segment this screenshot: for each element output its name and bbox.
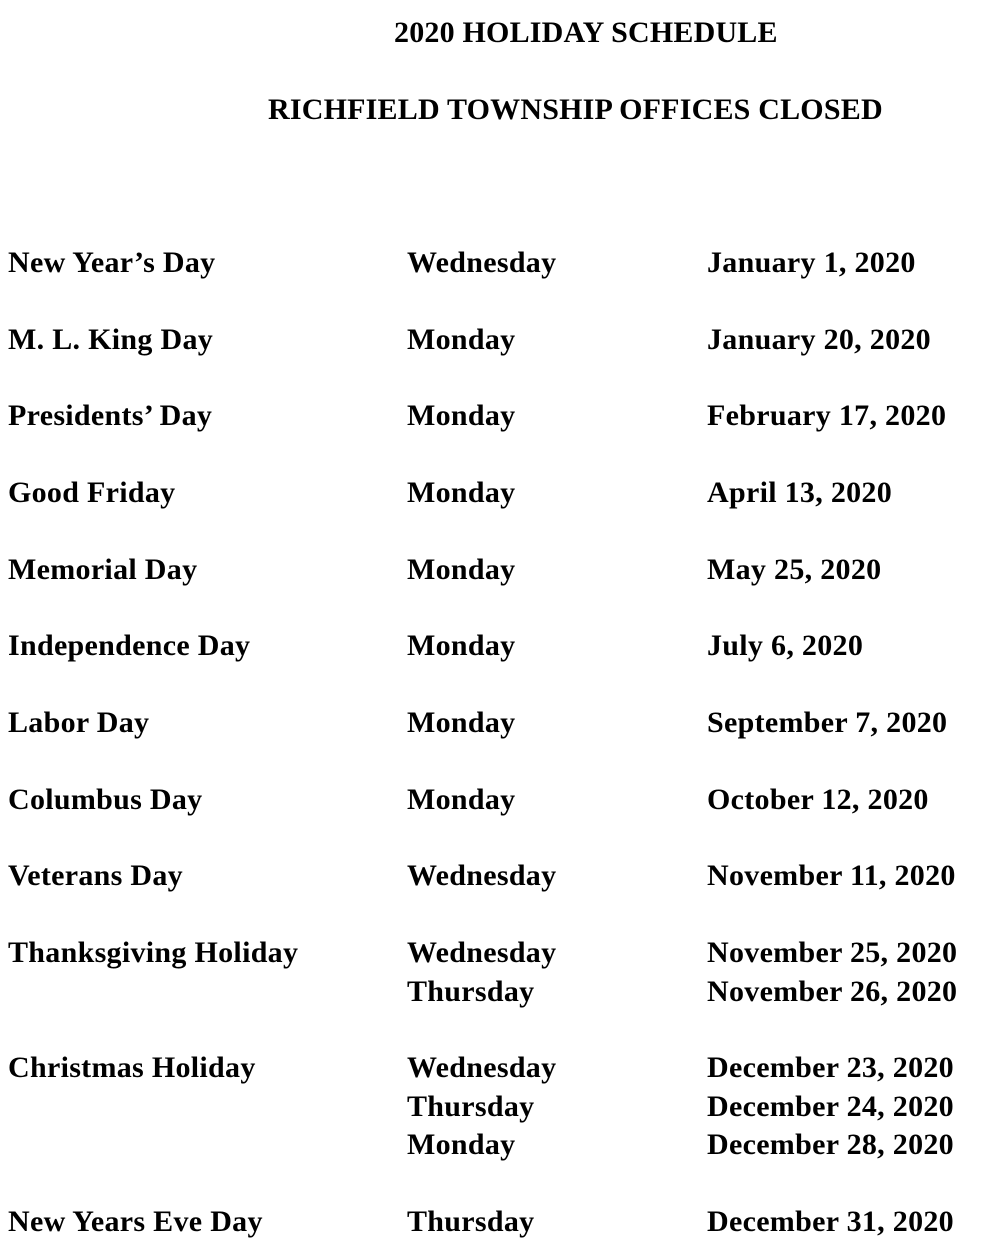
- holiday-weekday: Wednesday: [407, 936, 557, 969]
- holiday-weekday: Monday: [407, 323, 516, 356]
- holiday-weekday: Monday: [407, 706, 516, 739]
- holiday-weekday: Monday: [407, 399, 516, 432]
- holiday-date: November 11, 2020: [707, 859, 956, 892]
- holiday-name: Presidents’ Day: [8, 399, 213, 432]
- holiday-date: January 20, 2020: [707, 323, 931, 356]
- holiday-weekday: Thursday: [407, 975, 535, 1008]
- holiday-date: December 24, 2020: [707, 1090, 954, 1123]
- holiday-weekday: Wednesday: [407, 859, 557, 892]
- holiday-date: October 12, 2020: [707, 783, 929, 816]
- holiday-weekday: Monday: [407, 476, 516, 509]
- holiday-date: December 23, 2020: [707, 1051, 954, 1084]
- holiday-name: Veterans Day: [8, 859, 183, 892]
- holiday-weekday: Thursday: [407, 1205, 535, 1238]
- holiday-weekday: Monday: [407, 629, 516, 662]
- holiday-date: May 25, 2020: [707, 553, 882, 586]
- holiday-name: Christmas Holiday: [8, 1051, 256, 1084]
- holiday-weekday: Monday: [407, 553, 516, 586]
- holiday-name: Good Friday: [8, 476, 176, 509]
- holiday-name: Columbus Day: [8, 783, 203, 816]
- page-subtitle: RICHFIELD TOWNSHIP OFFICES CLOSED: [268, 93, 883, 126]
- holiday-weekday: Thursday: [407, 1090, 535, 1123]
- holiday-date: July 6, 2020: [707, 629, 864, 662]
- holiday-name: M. L. King Day: [8, 323, 214, 356]
- holiday-date: January 1, 2020: [707, 246, 916, 279]
- holiday-name: Labor Day: [8, 706, 150, 739]
- holiday-name: Thanksgiving Holiday: [8, 936, 299, 969]
- holiday-date: November 26, 2020: [707, 975, 958, 1008]
- holiday-date: April 13, 2020: [707, 476, 893, 509]
- holiday-weekday: Wednesday: [407, 246, 557, 279]
- holiday-weekday: Monday: [407, 783, 516, 816]
- holiday-date: February 17, 2020: [707, 399, 947, 432]
- holiday-date: December 31, 2020: [707, 1205, 954, 1238]
- page-title: 2020 HOLIDAY SCHEDULE: [394, 16, 778, 49]
- holiday-name: New Year’s Day: [8, 246, 216, 279]
- holiday-weekday: Wednesday: [407, 1051, 557, 1084]
- holiday-date: December 28, 2020: [707, 1128, 954, 1161]
- holiday-date: September 7, 2020: [707, 706, 948, 739]
- holiday-name: Memorial Day: [8, 553, 198, 586]
- holiday-weekday: Monday: [407, 1128, 516, 1161]
- holiday-date: November 25, 2020: [707, 936, 958, 969]
- holiday-name: New Years Eve Day: [8, 1205, 263, 1238]
- holiday-name: Independence Day: [8, 629, 251, 662]
